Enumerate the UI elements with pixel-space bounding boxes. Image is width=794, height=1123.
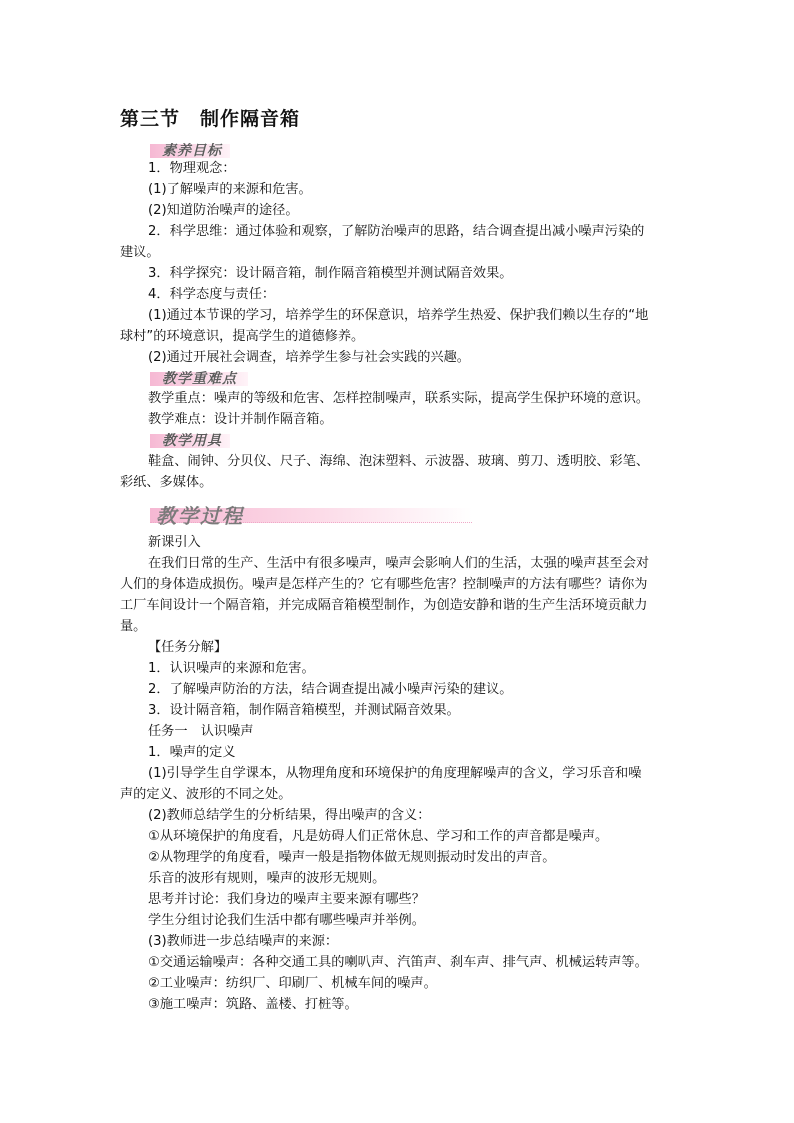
process-line: 工厂车间设计一个隔音箱，并完成隔音箱模型制作，为创造安静和谐的生产生活环境贡献力: [120, 598, 648, 613]
process-line: ②工业噪声：纺织厂、印刷厂、机械车间的噪声。: [148, 976, 437, 991]
process-line: 人们的身体造成损伤。噪声是怎样产生的？它有哪些危害？控制噪声的方法有哪些？请你为: [120, 577, 648, 592]
goals-line: (1)了解噪声的来源和危害。: [148, 182, 312, 197]
process-line: ①交通运输噪声：各种交通工具的喇叭声、汽笛声、刹车声、排气声、机械运转声等。: [148, 955, 648, 970]
section-heading-keys: [150, 368, 237, 386]
goals-line: 建议。: [120, 245, 160, 260]
process-line: (2)教师总结学生的分析结果，得出噪声的含义：: [148, 808, 431, 823]
process-line: 在我们日常的生产、生活中有很多噪声，噪声会影响人们的生活，太强的噪声甚至会对: [148, 556, 650, 571]
process-line: 【任务分解】: [148, 640, 228, 655]
section-heading-process: [150, 500, 480, 528]
process-line: 乐音的波形有规则，噪声的波形无规则。: [148, 871, 386, 886]
process-line: 思考并讨论：我们身边的噪声主要来源有哪些？: [148, 892, 425, 907]
keys-line: 教学重点：噪声的等级和危害、怎样控制噪声，联系实际，提高学生保护环境的意识。: [148, 391, 650, 406]
process-line: (1)引导学生自学课本，从物理角度和环境保护的角度理解噪声的含义，学习乐音和噪: [148, 766, 642, 781]
process-line: ③施工噪声：筑路、盖楼、打桩等。: [148, 997, 358, 1012]
section-heading-process-label: 教学过程: [156, 504, 244, 528]
process-line: 1．噪声的定义: [148, 745, 236, 760]
page-title: 第三节 制作隔音箱: [120, 108, 301, 130]
goals-line: (2)通过开展社会调查，培养学生参与社会实践的兴趣。: [148, 350, 470, 365]
section-heading-tools-label: 教学用具: [162, 433, 222, 449]
process-line: 新课引入: [148, 535, 201, 550]
process-line: 任务一 认识噪声: [148, 724, 254, 739]
goals-line: 4．科学态度与责任：: [148, 287, 276, 302]
goals-line: 1．物理观念：: [148, 161, 236, 176]
goals-line: (2)知道防治噪声的途径。: [148, 203, 299, 218]
tools-line: 鞋盒、闹钟、分贝仪、尺子、海绵、泡沫塑料、示波器、玻璃、剪刀、透明胶、彩笔、: [148, 454, 650, 469]
goals-line: (1)通过本节课的学习，培养学生的环保意识，培养学生热爱、保护我们赖以生存的“地: [148, 308, 649, 323]
process-line: 1．认识噪声的来源和危害。: [148, 661, 315, 676]
process-line: 声的定义、波形的不同之处。: [120, 787, 292, 802]
goals-line: 2．科学思维：通过体验和观察，了解防治噪声的思路，结合调查提出减小噪声污染的: [148, 224, 645, 239]
section-heading-goals: [150, 140, 222, 158]
goals-line: 3．科学探究：设计隔音箱，制作隔音箱模型并测试隔音效果。: [148, 266, 513, 281]
process-line: 3．设计隔音箱，制作隔音箱模型，并测试隔音效果。: [148, 703, 460, 718]
tools-line: 彩纸、多媒体。: [120, 475, 213, 490]
process-line: 量。: [120, 619, 147, 634]
section-heading-tools: [150, 430, 222, 448]
process-line: ①从环境保护的角度看，凡是妨碍人们正常休息、学习和工作的声音都是噪声。: [148, 829, 609, 844]
process-line: 学生分组讨论我们生活中都有哪些噪声并举例。: [148, 913, 425, 928]
process-line: ②从物理学的角度看，噪声一般是指物体做无规则振动时发出的声音。: [148, 850, 556, 865]
section-heading-keys-label: 教学重难点: [162, 371, 237, 387]
process-line: (3)教师进一步总结噪声的来源：: [148, 934, 339, 949]
process-line: 2．了解噪声防治的方法，结合调查提出减小噪声污染的建议。: [148, 682, 513, 697]
section-heading-goals-label: 素养目标: [162, 143, 222, 159]
keys-line: 教学难点：设计并制作隔音箱。: [148, 412, 333, 427]
goals-line: 球村”的环境意识，提高学生的道德修养。: [120, 329, 365, 344]
